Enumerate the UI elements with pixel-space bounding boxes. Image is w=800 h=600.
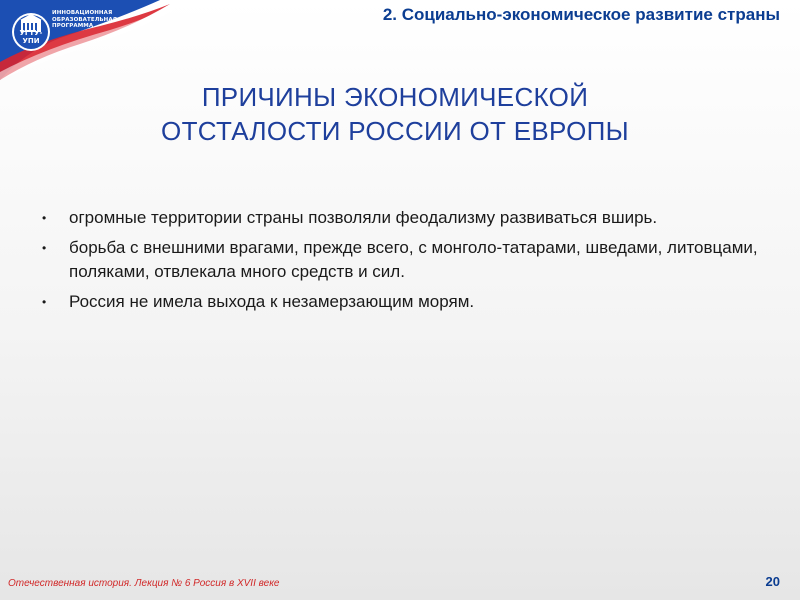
logo-banner — [0, 0, 185, 80]
slide-title-line-1: ПРИЧИНЫ ЭКОНОМИЧЕСКОЙ — [201, 82, 589, 112]
bullet-dot-icon: • — [42, 211, 47, 225]
section-title: 2. Социально-экономическое развитие страны — [382, 5, 780, 24]
bullet-item — [42, 290, 762, 314]
bullet-list — [42, 206, 762, 320]
bullet-text: Россия не имела выхода к незамерзающим морям. — [69, 292, 475, 311]
slide-title-line-2: ОТСТАЛОСТИ РОССИИ ОТ ЕВРОПЫ — [161, 116, 629, 146]
page-number: 20 — [765, 574, 780, 589]
logo-caption: УГТУ-УПИ — [19, 29, 43, 45]
slide-title — [0, 80, 790, 148]
bullet-item — [42, 206, 762, 230]
logo-text: ИННОВАЦИОННАЯ ОБРАЗОВАТЕЛЬНАЯ ПРОГРАММА — [52, 10, 118, 29]
bullet-text: огромные территории страны позволяли феодализму развиваться вширь. — [69, 208, 658, 227]
bullet-item — [42, 236, 762, 284]
bullet-dot-icon: • — [42, 241, 47, 255]
footer-text: Отечественная история. Лекция № 6 Россия в XVII веке — [8, 578, 280, 589]
bullet-dot-icon: • — [42, 295, 47, 309]
bullet-text: борьба с внешними врагами, прежде всего, с монголо-татарами, шведами, литовцами, поляками, отвлекала много средств и сил. — [69, 238, 758, 281]
